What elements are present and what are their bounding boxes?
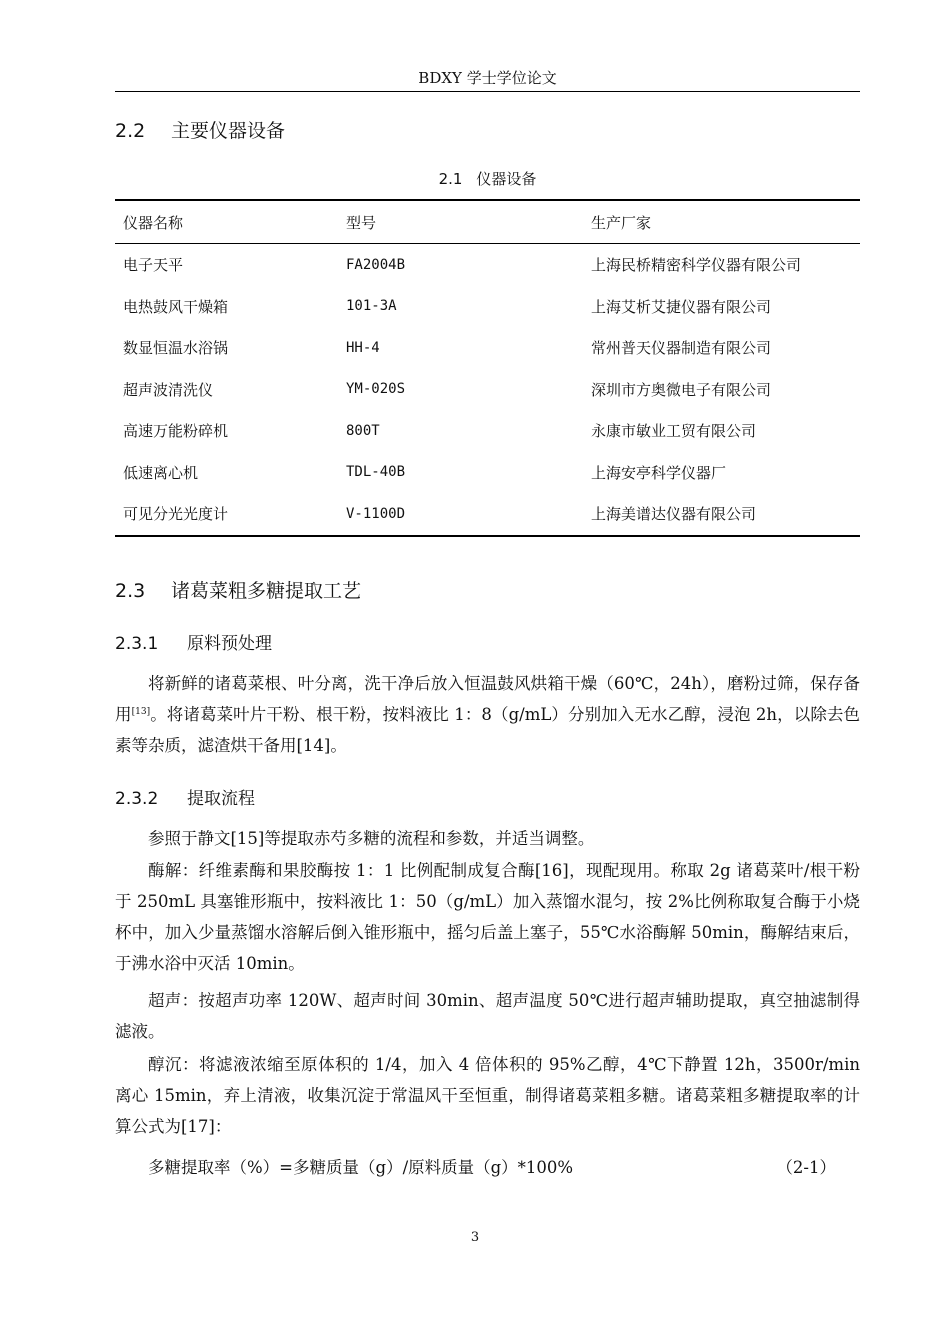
table-row	[115, 369, 860, 411]
citation: [13]	[131, 707, 151, 717]
cell-model: FA2004B	[346, 256, 406, 273]
paragraph-text: 将新鲜的诸葛菜根、叶分离，洗干净后放入恒温鼓风烘箱干燥（60℃，24h），磨粉过筛，保存备用	[115, 674, 860, 724]
table-row	[115, 327, 860, 369]
cell-name: 可见分光光度计	[123, 505, 229, 524]
section-number: 2.2	[115, 120, 146, 142]
paragraph-pretreatment	[115, 668, 860, 761]
table-row	[115, 286, 860, 328]
cell-name: 电子天平	[123, 256, 184, 275]
subsection-heading-2-3-1	[115, 632, 272, 656]
section-heading-2-2	[115, 118, 285, 144]
formula: 多糖提取率（%）=多糖质量（g）/原料质量（g）*100%	[148, 1158, 574, 1177]
subsection-title: 原料预处理	[187, 634, 272, 654]
table-caption-title: 仪器设备	[476, 170, 537, 188]
header-rule	[115, 91, 860, 92]
cell-name: 数显恒温水浴锅	[123, 339, 229, 358]
section-title: 诸葛菜粗多糖提取工艺	[171, 580, 362, 602]
paragraph-enzymolysis: 酶解：纤维素酶和果胶酶按 1：1 比例配制成复合酶[16]，现配现用。称取 2g 诸葛菜叶/根干粉于 250mL 具塞锥形瓶中，按料液比 1：50（g/mL）加入蒸馏水混匀，按 2%比例称取复合酶于小烧杯中，加入少量蒸馏水溶解后倒入锥形瓶中，摇匀后盖上塞子，55℃水浴酶解 50min，酶解结束后，于沸水浴中灭活 10min。	[115, 861, 860, 973]
table-header-row	[115, 200, 860, 244]
cell-model: HH-4	[346, 339, 380, 356]
table-row	[115, 244, 860, 286]
cell-manufacturer: 上海民桥精密科学仪器有限公司	[591, 256, 802, 275]
cell-name: 超声波清洗仪	[123, 380, 214, 399]
cell-manufacturer: 深圳市方奥微电子有限公司	[591, 380, 772, 399]
cell-manufacturer: 常州普天仪器制造有限公司	[591, 339, 772, 358]
section-heading-2-3	[115, 578, 361, 604]
paragraph-ultrasound: 超声：按超声功率 120W、超声时间 30min、超声温度 50℃进行超声辅助提取，真空抽滤制得滤液。	[115, 991, 860, 1041]
cell-name: 电热鼓风干燥箱	[123, 297, 229, 316]
page-number: 3	[470, 1230, 480, 1245]
cell-name: 高速万能粉碎机	[123, 422, 229, 441]
column-header-name: 仪器名称	[123, 213, 184, 232]
cell-name: 低速离心机	[123, 463, 199, 482]
formula-number: （2-1）	[776, 1158, 836, 1177]
formula-line	[115, 1152, 860, 1183]
cell-model: YM-020S	[346, 381, 406, 398]
paragraph-text: 。将诸葛菜叶片干粉、根干粉，按料液比 1：8（g/mL）分别加入无水乙醇，浸泡 2h，以除去色素等杂质，滤渣烘干备用[14]。	[115, 705, 861, 755]
cell-manufacturer: 上海安亭科学仪器厂	[591, 463, 727, 482]
cell-model: 800T	[346, 422, 380, 439]
table-row	[115, 452, 860, 494]
paragraph-reference: 参照于静文[15]等提取赤芍多糖的流程和参数，并适当调整。	[148, 829, 595, 848]
column-header-model: 型号	[346, 213, 377, 232]
cell-manufacturer: 永康市敏业工贸有限公司	[591, 422, 757, 441]
table-caption	[115, 168, 860, 189]
cell-manufacturer: 上海美谱达仪器有限公司	[591, 505, 757, 524]
running-header: BDXY 学士学位论文	[418, 69, 557, 87]
cell-model: TDL-40B	[346, 464, 406, 481]
table-row	[115, 410, 860, 452]
cell-manufacturer: 上海艾析艾捷仪器有限公司	[591, 297, 772, 316]
table-caption-number: 2.1	[438, 170, 463, 188]
equipment-table	[115, 199, 860, 537]
paragraph-alcohol-precipitation: 醇沉：将滤液浓缩至原体积的 1/4，加入 4 倍体积的 95%乙醇，4℃下静置 12h，3500r/min 离心 15min，弃上清液，收集沉淀于常温风干至恒重，制得诸葛菜粗多糖。诸葛菜粗多糖提取率的计算公式为[17]：	[115, 1055, 860, 1136]
column-header-manufacturer: 生产厂家	[591, 213, 652, 232]
cell-model: 101-3A	[346, 298, 397, 315]
section-title: 主要仪器设备	[171, 120, 286, 142]
subsection-title: 提取流程	[187, 789, 255, 809]
section-number: 2.3	[115, 580, 146, 602]
table-row	[115, 493, 860, 536]
subsection-number: 2.3.1	[115, 634, 159, 654]
subsection-number: 2.3.2	[115, 789, 159, 809]
cell-model: V-1100D	[346, 505, 406, 522]
subsection-heading-2-3-2	[115, 787, 255, 811]
